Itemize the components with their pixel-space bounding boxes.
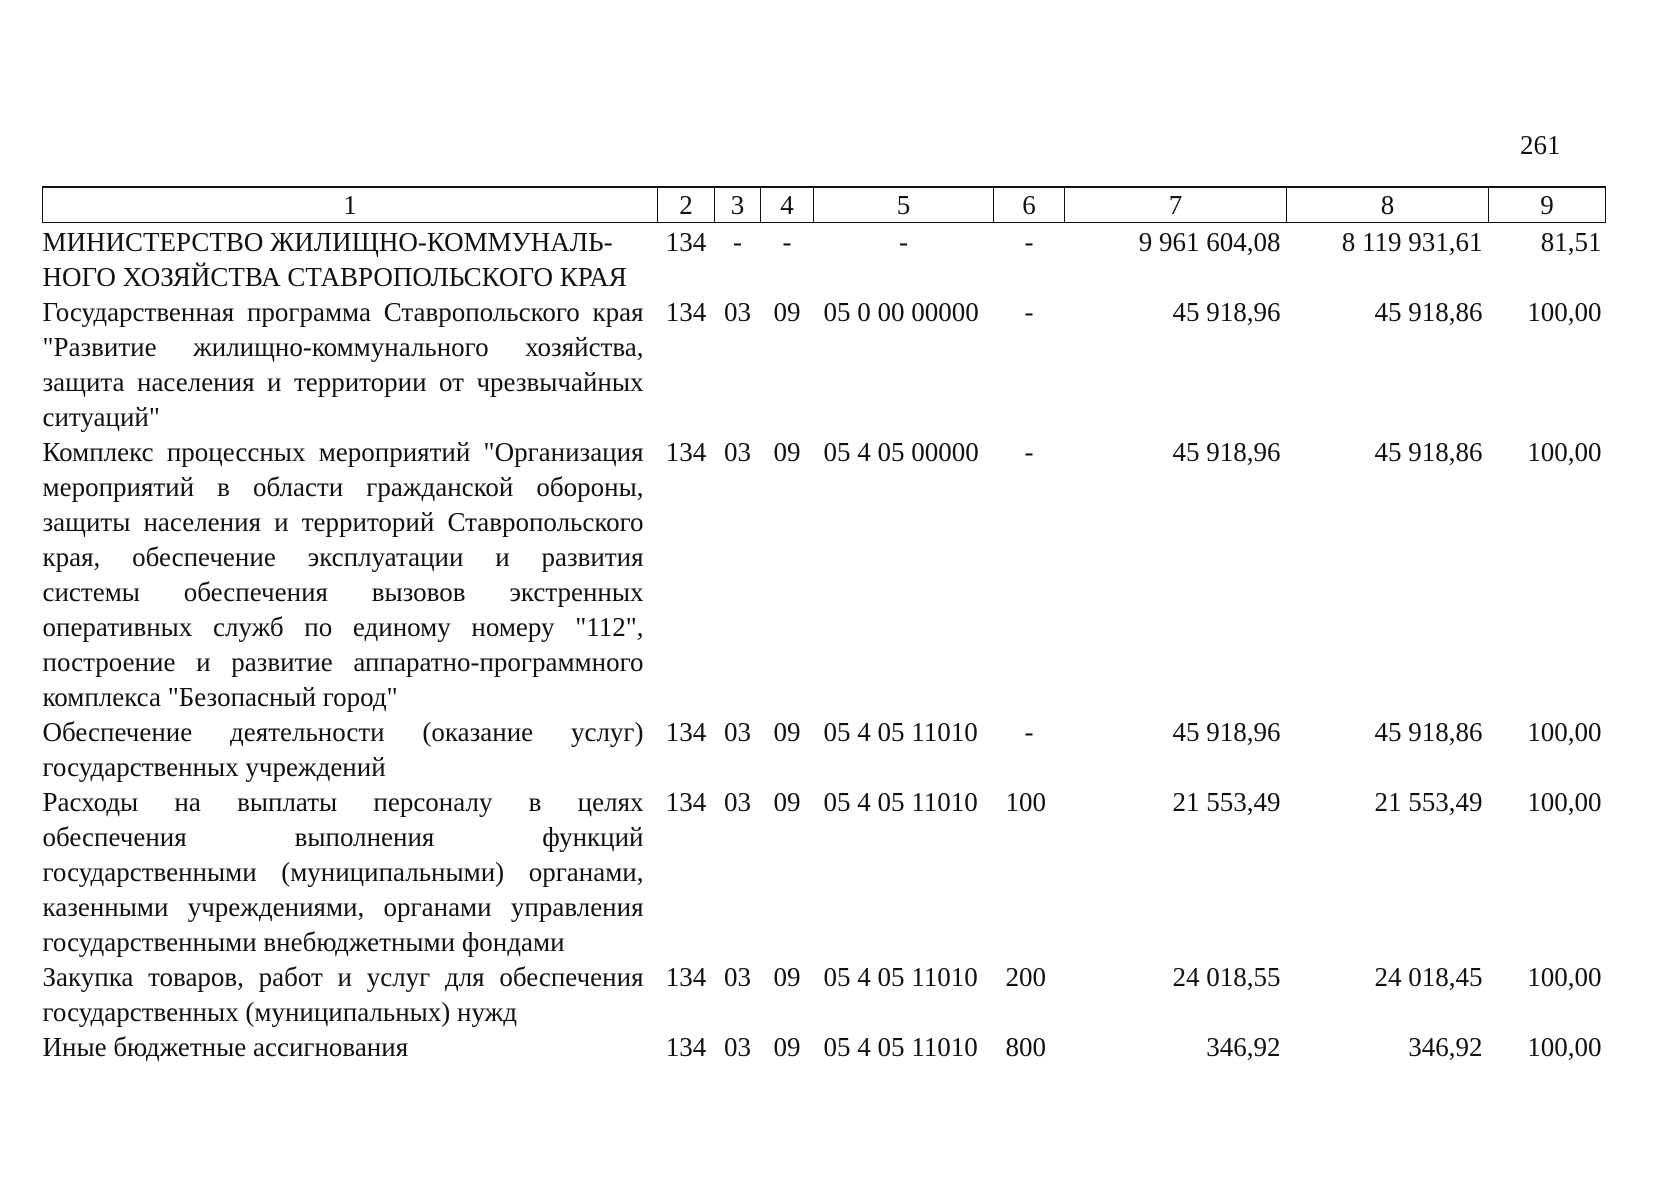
budget-table bbox=[42, 186, 1606, 1065]
row-name: Иные бюджетные ассигнования bbox=[42, 1032, 409, 1062]
col-header-6: 6 bbox=[994, 187, 1065, 223]
cell-amount-8: 45 918,86 bbox=[1374, 437, 1483, 467]
cell-code-3: 03 bbox=[724, 962, 751, 992]
cell-code-4: 09 bbox=[773, 717, 801, 747]
col-header-4: 4 bbox=[761, 187, 814, 223]
cell-code-2: 134 bbox=[665, 297, 707, 327]
cell-amount-8: 24 018,45 bbox=[1374, 962, 1483, 992]
col-header-9: 9 bbox=[1489, 187, 1606, 223]
cell-code-2: 134 bbox=[665, 227, 707, 257]
cell-code-5: 05 4 05 11010 bbox=[823, 787, 978, 817]
table-row bbox=[43, 1030, 1606, 1065]
table-row bbox=[43, 715, 1606, 785]
cell-code-5: 05 4 05 00000 bbox=[823, 437, 979, 467]
table-row bbox=[43, 223, 1606, 296]
cell-code-4: - bbox=[782, 227, 792, 257]
cell-amount-7: 346,92 bbox=[1206, 1032, 1281, 1062]
cell-amount-8: 346,92 bbox=[1408, 1032, 1483, 1062]
cell-percent-9: 100,00 bbox=[1527, 962, 1602, 992]
cell-code-5: 05 0 00 00000 bbox=[823, 297, 979, 327]
col-header-3: 3 bbox=[715, 187, 761, 223]
cell-amount-8: 45 918,86 bbox=[1374, 717, 1483, 747]
cell-code-6: - bbox=[1024, 297, 1034, 327]
cell-percent-9: 81,51 bbox=[1540, 227, 1602, 257]
cell-code-5: 05 4 05 11010 bbox=[823, 962, 978, 992]
cell-code-3: - bbox=[733, 227, 742, 257]
cell-code-4: 09 bbox=[773, 787, 801, 817]
cell-code-3: 03 bbox=[724, 787, 751, 817]
cell-code-6: 200 bbox=[1005, 962, 1046, 992]
cell-amount-7: 9 961 604,08 bbox=[1138, 227, 1281, 257]
cell-code-4: 09 bbox=[773, 437, 801, 467]
cell-percent-9: 100,00 bbox=[1527, 437, 1602, 467]
cell-code-5: 05 4 05 11010 bbox=[823, 717, 978, 747]
col-header-1: 1 bbox=[43, 187, 658, 223]
cell-percent-9: 100,00 bbox=[1527, 1032, 1602, 1062]
cell-code-2: 134 bbox=[665, 962, 707, 992]
row-name: Обеспечение деятельности (оказание услуг) государственных учреждений bbox=[42, 717, 644, 782]
row-name: Комплекс процессных мероприятий "Организация мероприятий в области гражданской обороны, защиты населения и территорий Ставропольского края, обеспечение эксплуатации и развития системы обеспечения вызовов экстренных оперативных служб по единому номеру "112", построение и развитие аппаратно-программного комплекса "Безопасный город" bbox=[42, 437, 644, 712]
cell-code-4: 09 bbox=[773, 962, 801, 992]
page-number: 261 bbox=[1520, 130, 1561, 160]
cell-code-2: 134 bbox=[665, 787, 707, 817]
cell-amount-8: 45 918,86 bbox=[1374, 297, 1483, 327]
cell-code-2: 134 bbox=[665, 1032, 707, 1062]
table-row bbox=[43, 435, 1606, 715]
cell-code-4: 09 bbox=[773, 1032, 801, 1062]
cell-percent-9: 100,00 bbox=[1527, 717, 1602, 747]
cell-amount-7: 45 918,96 bbox=[1172, 717, 1281, 747]
cell-code-3: 03 bbox=[724, 1032, 751, 1062]
col-header-8: 8 bbox=[1287, 187, 1489, 223]
cell-amount-7: 24 018,55 bbox=[1172, 962, 1281, 992]
table-row bbox=[43, 295, 1606, 435]
cell-code-6: - bbox=[1024, 437, 1034, 467]
cell-code-4: 09 bbox=[773, 297, 801, 327]
cell-amount-7: 21 553,49 bbox=[1172, 787, 1281, 817]
row-name: Закупка товаров, работ и услуг для обеспечения государственных (муниципальных) нужд bbox=[42, 962, 644, 1027]
cell-code-6: - bbox=[1024, 717, 1034, 747]
table-row bbox=[43, 960, 1606, 1030]
cell-percent-9: 100,00 bbox=[1527, 297, 1602, 327]
cell-code-5: 05 4 05 11010 bbox=[823, 1032, 978, 1062]
cell-code-2: 134 bbox=[665, 437, 707, 467]
cell-code-6: 800 bbox=[1005, 1032, 1046, 1062]
cell-code-2: 134 bbox=[665, 717, 707, 747]
cell-amount-7: 45 918,96 bbox=[1172, 437, 1281, 467]
row-name: Государственная программа Ставропольского края "Развитие жилищно-коммунального хозяйства, защита населения и территории от чрезвычайных ситуаций" bbox=[42, 297, 644, 432]
row-name: МИНИСТЕРСТВО ЖИЛИЩНО-КОММУНАЛЬ-НОГО ХОЗЯЙСТВА СТАВРОПОЛЬСКОГО КРАЯ bbox=[42, 227, 627, 292]
col-header-7: 7 bbox=[1065, 187, 1287, 223]
col-header-5: 5 bbox=[814, 187, 994, 223]
cell-amount-8: 21 553,49 bbox=[1374, 787, 1483, 817]
cell-code-5: - bbox=[899, 227, 908, 257]
cell-code-3: 03 bbox=[724, 717, 751, 747]
header-row bbox=[43, 187, 1606, 223]
row-name: Расходы на выплаты персоналу в целях обеспечения выполнения функций государственными (муниципальными) органами, казенными учреждениями, органами управления государственными внебюджетными фондами bbox=[42, 787, 644, 957]
table-row bbox=[43, 785, 1606, 960]
cell-code-3: 03 bbox=[724, 437, 751, 467]
cell-code-3: 03 bbox=[724, 297, 751, 327]
cell-amount-8: 8 119 931,61 bbox=[1341, 227, 1483, 257]
col-header-2: 2 bbox=[658, 187, 715, 223]
cell-percent-9: 100,00 bbox=[1527, 787, 1602, 817]
cell-code-6: - bbox=[1024, 227, 1034, 257]
cell-code-6: 100 bbox=[1005, 787, 1046, 817]
cell-amount-7: 45 918,96 bbox=[1172, 297, 1281, 327]
